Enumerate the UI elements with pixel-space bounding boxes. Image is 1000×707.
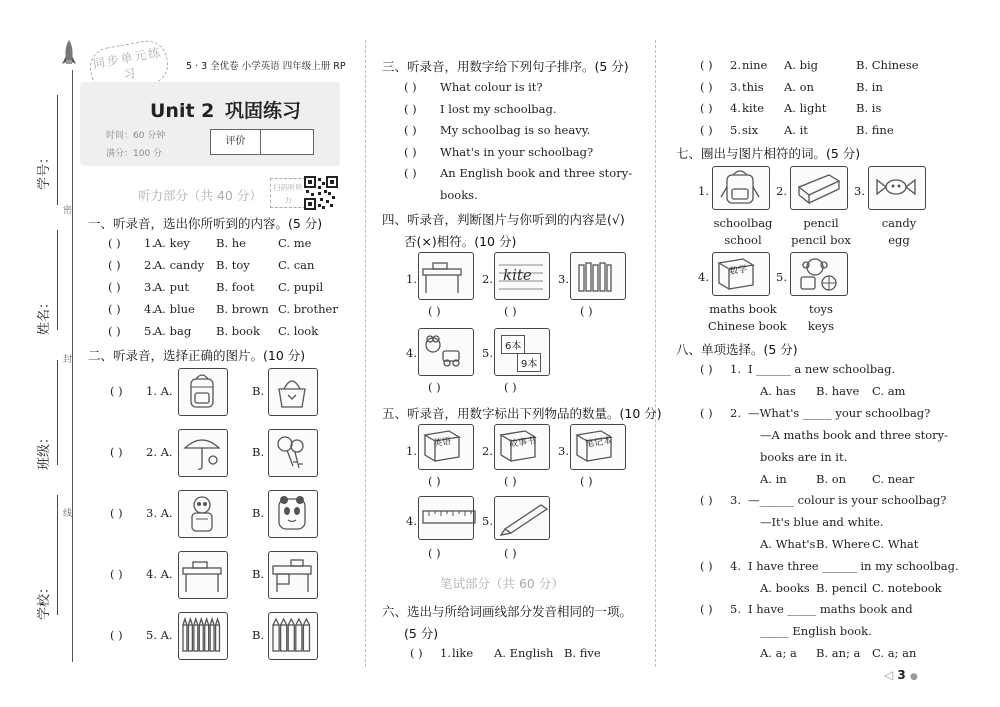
q8-item-number: 3. xyxy=(730,493,741,507)
q2-picture-a xyxy=(178,612,228,660)
q8-option-c: C. What xyxy=(872,537,919,551)
series-header: 5 · 3 全优卷 小学英语 四年级上册 RP xyxy=(186,61,346,72)
page-number xyxy=(884,668,918,682)
unit-title-en: Unit 2 xyxy=(150,100,215,122)
class-label: 班级： xyxy=(37,430,52,470)
answer-blank: ( ) xyxy=(700,79,713,94)
score-info: 满分：100 分 xyxy=(106,149,163,159)
q8-option-a: A. in xyxy=(760,471,787,486)
q1-title: 一、听录音，选出你所听到的内容。(5 分) xyxy=(88,216,323,231)
answer-blank: ( ) xyxy=(504,380,517,394)
grade-box xyxy=(210,129,314,155)
q8-option-b: B. on xyxy=(816,471,847,486)
q4-title: 四、听录音，判断图片与你听到的内容是(√) xyxy=(382,212,625,227)
q2-title: 二、听录音，选择正确的图片。(10 分) xyxy=(88,348,306,363)
answer-blank: ( ) xyxy=(110,567,123,581)
q3-title: 三、听录音，用数字给下列句子排序。(5 分) xyxy=(382,59,629,74)
answer-blank: ( ) xyxy=(700,405,713,420)
q2-option-b-label: B. xyxy=(252,384,265,398)
q2-option-b-label: B. xyxy=(252,628,265,642)
answer-blank: ( ) xyxy=(504,304,517,318)
q1-option-a: A. bag xyxy=(154,324,192,338)
q8-option-c: C. a; an xyxy=(872,646,917,660)
q8-option-c: C. notebook xyxy=(872,580,942,595)
q6-given-word: six xyxy=(742,122,759,137)
answer-blank: ( ) xyxy=(110,445,123,459)
q7-title: 七、圈出与图片相符的词。(5 分) xyxy=(676,146,861,161)
q3-sentence: What's in your schoolbag? xyxy=(440,144,594,159)
q5-item-number: 4. xyxy=(406,514,417,528)
answer-blank: ( ) xyxy=(700,493,713,507)
q7-picture xyxy=(868,166,926,210)
q2-picture-a xyxy=(178,368,228,416)
q1-option-c: C. pupil xyxy=(278,280,324,294)
svg-text:kite: kite xyxy=(503,266,532,284)
q6-option-a: A. on xyxy=(784,79,814,94)
answer-blank: ( ) xyxy=(428,546,441,560)
q2-picture-b xyxy=(268,551,318,599)
answer-blank: ( ) xyxy=(404,123,417,137)
q5-item-number: 5. xyxy=(482,514,493,528)
q4-item-number: 3. xyxy=(558,272,569,286)
q5-item-number: 2. xyxy=(482,444,493,458)
answer-blank: ( ) xyxy=(110,628,123,642)
answer-blank: ( ) xyxy=(428,380,441,394)
q6-option-a: A. English xyxy=(494,646,554,660)
q8-question-line: _____ English book. xyxy=(760,624,872,638)
answer-blank: ( ) xyxy=(404,101,417,116)
q1-item-number: 3. xyxy=(144,280,155,294)
q2-option-b-label: B. xyxy=(252,506,265,520)
q8-question-line: —A maths book and three story- xyxy=(760,427,949,442)
answer-blank: ( ) xyxy=(580,304,593,318)
q8-question-line: I ______ a new schoolbag. xyxy=(748,362,896,376)
q4-picture xyxy=(418,328,474,376)
q8-option-b: B. an; a xyxy=(816,646,861,660)
q6-item-number: 2. xyxy=(730,58,741,72)
q7-picture xyxy=(712,252,770,296)
q1-option-a: A. candy xyxy=(154,258,205,272)
rocket-icon xyxy=(60,38,78,68)
q8-option-b: B. have xyxy=(816,384,860,398)
q8-option-a: A. has xyxy=(760,384,796,398)
q8-option-a: A. What's xyxy=(760,537,816,551)
q1-option-a: A. key xyxy=(154,236,190,250)
q6-item-number: 1. xyxy=(440,646,451,660)
book-stack-label: 9本 xyxy=(517,353,541,372)
q4-item-number: 1. xyxy=(406,272,417,286)
answer-blank: ( ) xyxy=(700,362,713,376)
q4-picture xyxy=(418,252,474,300)
answer-blank: ( ) xyxy=(700,602,713,616)
q2-picture-a xyxy=(178,551,228,599)
q2-item-label: 4. A. xyxy=(146,567,173,581)
answer-blank: ( ) xyxy=(108,280,121,294)
q6-title-cont: (5 分) xyxy=(404,626,439,641)
q8-question-line: —What's _____ your schoolbag? xyxy=(748,405,931,420)
q7-word-1: maths book xyxy=(709,302,777,316)
q5-picture xyxy=(570,424,626,470)
q8-question-line: I have three ______ in my schoolbag. xyxy=(748,558,959,573)
q3-sentence: I lost my schoolbag. xyxy=(440,101,557,116)
q6-option-b: B. in xyxy=(856,79,883,94)
unit-title-cn: 巩固练习 xyxy=(225,100,302,122)
q5-picture xyxy=(494,424,550,470)
q6-item-number: 5. xyxy=(730,122,741,137)
q1-item-number: 1. xyxy=(144,236,155,250)
q5-picture xyxy=(418,496,474,540)
q2-picture-b xyxy=(268,368,318,416)
q3-sentence: My schoolbag is so heavy. xyxy=(440,123,591,137)
column-divider xyxy=(365,40,366,667)
answer-blank: ( ) xyxy=(428,304,441,318)
q7-word-1: candy xyxy=(881,216,917,230)
q8-option-c: C. near xyxy=(872,471,915,486)
q6-title: 六、选出与所给词画线部分发音相同的一项。 xyxy=(382,604,633,619)
q3-sentence: An English book and three story- xyxy=(440,166,633,180)
q6-given-word: nine xyxy=(742,58,768,72)
q2-picture-a xyxy=(178,490,228,538)
q6-given-word: like xyxy=(452,646,474,660)
page-number-value: 3 xyxy=(897,668,906,682)
answer-blank: ( ) xyxy=(404,166,417,180)
answer-blank: ( ) xyxy=(700,122,713,137)
q6-given-word: this xyxy=(742,79,764,94)
q4-item-number: 2. xyxy=(482,272,493,286)
q8-item-number: 4. xyxy=(730,558,741,573)
q7-picture xyxy=(790,166,848,210)
q3-continuation: books. xyxy=(440,188,478,202)
q1-option-b: B. brown xyxy=(216,302,269,316)
book-title-label: 英语 xyxy=(432,436,452,450)
q7-word-2: egg xyxy=(888,233,910,247)
q5-item-number: 3. xyxy=(558,444,569,458)
q6-given-word: kite xyxy=(742,101,765,115)
book-stack-label: 6本 xyxy=(501,335,525,354)
answer-blank: ( ) xyxy=(428,474,441,488)
seal-mark: 密 xyxy=(63,206,73,216)
q2-picture-b xyxy=(268,612,318,660)
q1-option-b: B. toy xyxy=(216,258,250,272)
unit-badge: 同步单元练习 xyxy=(87,38,171,95)
q1-option-b: B. foot xyxy=(216,280,255,294)
grade-label: 评价 xyxy=(211,130,261,154)
answer-blank: ( ) xyxy=(504,474,517,488)
q4-picture xyxy=(570,252,626,300)
q2-item-label: 5. A. xyxy=(146,628,173,642)
q8-question-line: books are in it. xyxy=(760,449,848,464)
q2-picture-b xyxy=(268,490,318,538)
q8-option-c: C. am xyxy=(872,384,906,398)
q2-item-label: 1. A. xyxy=(146,384,173,398)
answer-blank: ( ) xyxy=(110,506,123,520)
q8-option-a: A. a; a xyxy=(760,646,797,660)
page-dot-icon: ● xyxy=(909,672,918,682)
time-info: 时间：60 分钟 xyxy=(106,131,166,141)
scan-hint: 扫码听听力 xyxy=(270,178,306,208)
q2-option-b-label: B. xyxy=(252,445,265,459)
q2-item-label: 2. A. xyxy=(146,445,173,459)
unit-title xyxy=(150,96,301,123)
answer-blank: ( ) xyxy=(108,302,121,316)
answer-blank: ( ) xyxy=(108,236,121,250)
q1-item-number: 4. xyxy=(144,302,155,316)
book-title-label: 笔记本 xyxy=(584,436,613,450)
q8-item-number: 5. xyxy=(730,602,741,616)
written-section-title: 笔试部分（共 60 分） xyxy=(440,576,564,591)
q7-word-1: pencil xyxy=(803,216,839,230)
answer-blank: ( ) xyxy=(410,646,423,660)
q8-option-a: A. books xyxy=(760,580,810,595)
q7-word-1: schoolbag xyxy=(713,216,773,230)
q8-option-b: B. pencil xyxy=(816,580,868,595)
q7-item-number: 4. xyxy=(698,270,709,284)
q2-picture-a xyxy=(178,429,228,477)
q6-option-a: A. big xyxy=(784,58,819,72)
q7-item-number: 3. xyxy=(854,184,865,198)
q8-title: 八、单项选择。(5 分) xyxy=(676,342,798,357)
q6-option-a: A. light xyxy=(784,101,827,115)
q6-option-b: B. Chinese xyxy=(856,58,919,72)
q7-picture xyxy=(790,252,848,296)
q6-option-b: B. is xyxy=(856,101,882,115)
q5-picture xyxy=(418,424,474,470)
q4-title-cont: 否(×)相符。(10 分) xyxy=(404,234,517,249)
q6-option-b: B. fine xyxy=(856,122,894,137)
q7-word-2: keys xyxy=(807,319,835,333)
book-title-label: 数学 xyxy=(728,264,748,278)
cut-mark: 线 xyxy=(63,509,73,519)
q7-item-number: 1. xyxy=(698,184,709,198)
answer-blank: ( ) xyxy=(404,80,417,94)
q2-picture-b xyxy=(268,429,318,477)
q8-question-line: —______ colour is your schoolbag? xyxy=(748,493,947,507)
listening-section-title: 听力部分（共 40 分） xyxy=(138,188,262,203)
name-label: 姓名： xyxy=(37,295,52,335)
answer-blank: ( ) xyxy=(580,474,593,488)
q1-option-a: A. put xyxy=(154,280,190,294)
answer-blank: ( ) xyxy=(108,258,121,272)
q1-option-c: C. me xyxy=(278,236,312,250)
q8-question-line: —It's blue and white. xyxy=(760,515,884,529)
q4-item-number: 4. xyxy=(406,346,417,360)
qr-code-icon xyxy=(304,176,338,210)
answer-blank: ( ) xyxy=(504,546,517,560)
q4-item-number: 5. xyxy=(482,346,493,360)
q1-option-b: B. he xyxy=(216,236,246,250)
book-title-label: 故事书 xyxy=(508,436,537,450)
q8-item-number: 2. xyxy=(730,405,741,420)
q8-question-line: I have _____ maths book and xyxy=(748,602,913,616)
page-arrow-icon: ◁ xyxy=(884,668,894,682)
column-divider xyxy=(655,40,656,667)
school-label: 学校： xyxy=(37,580,52,620)
q1-option-c: C. can xyxy=(278,258,315,272)
q5-picture xyxy=(494,496,550,540)
answer-blank: ( ) xyxy=(700,558,713,573)
q1-item-number: 5. xyxy=(144,324,155,338)
answer-blank: ( ) xyxy=(700,58,713,72)
q7-picture xyxy=(712,166,770,210)
q5-item-number: 1. xyxy=(406,444,417,458)
answer-blank: ( ) xyxy=(404,144,417,159)
q3-sentence: What colour is it? xyxy=(440,80,543,94)
answer-blank: ( ) xyxy=(108,324,121,338)
q6-item-number: 3. xyxy=(730,79,741,94)
q7-word-2: pencil box xyxy=(791,233,851,247)
student-no-label: 学号： xyxy=(37,150,52,190)
q7-word-2: Chinese book xyxy=(708,319,787,333)
fold-mark: 封 xyxy=(63,355,73,365)
q2-option-b-label: B. xyxy=(252,567,265,581)
answer-blank: ( ) xyxy=(700,101,713,115)
q1-option-b: B. book xyxy=(216,324,260,338)
q4-picture xyxy=(494,252,550,300)
q7-word-2: school xyxy=(724,233,762,247)
q5-title: 五、听录音，用数字标出下列物品的数量。(10 分) xyxy=(382,406,662,421)
q6-item-number: 4. xyxy=(730,101,741,115)
answer-blank: ( ) xyxy=(110,384,123,398)
q7-word-1: toys xyxy=(809,302,833,316)
q7-item-number: 5. xyxy=(776,270,787,284)
q2-item-label: 3. A. xyxy=(146,506,173,520)
q1-item-number: 2. xyxy=(144,258,155,272)
q8-option-b: B. Where xyxy=(816,537,871,551)
q1-option-a: A. blue xyxy=(154,302,195,316)
q4-picture xyxy=(494,328,550,376)
q6-option-b: B. five xyxy=(564,646,601,660)
q7-item-number: 2. xyxy=(776,184,787,198)
q8-item-number: 1. xyxy=(730,362,741,376)
q6-option-a: A. it xyxy=(784,122,808,137)
q1-option-c: C. look xyxy=(278,324,319,338)
q1-option-c: C. brother xyxy=(278,302,338,316)
